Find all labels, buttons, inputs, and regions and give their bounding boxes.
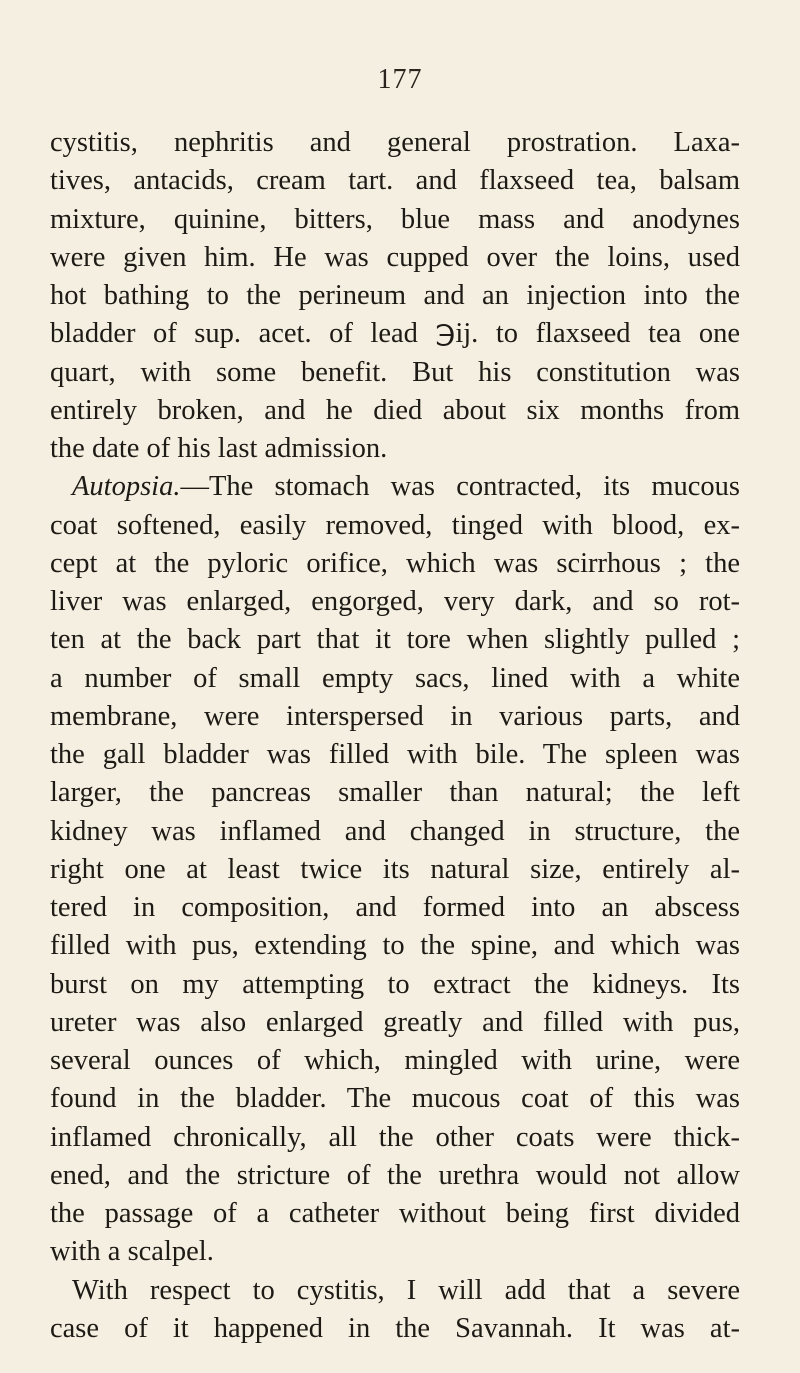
text-line: several ounces of which, mingled with urine, were <box>50 1045 740 1076</box>
text-line: ten at the back part that it tore when slightly pulled ; <box>50 624 740 656</box>
text-line: liver was enlarged, engorged, very dark, and so rot- <box>50 586 740 617</box>
text-line: coat softened, easily removed, tinged with blood, ex- <box>50 509 740 541</box>
text-line: With respect to cystitis, I will add that a severe <box>72 1274 740 1306</box>
text-line: a number of small empty sacs, lined with a white <box>50 662 740 694</box>
autopsia-first-line <box>50 468 740 506</box>
text-line: tered in composition, and formed into an abscess <box>50 892 740 923</box>
text-line: larger, the pancreas smaller than natural; the left <box>50 777 740 809</box>
text-line: with a scalpel. <box>50 1236 214 1268</box>
text-line: hot bathing to the perineum and an injection into the <box>50 280 740 311</box>
text-line: inflamed chronically, all the other coats were thick- <box>50 1121 740 1153</box>
text-line: tives, antacids, cream tart. and flaxseed tea, balsam <box>50 165 740 197</box>
autopsia-label: Autopsia. <box>72 471 181 503</box>
text-line: ened, and the stricture of the urethra would not allow <box>50 1159 740 1191</box>
autopsia-first-text: —The stomach was contracted, its mucous <box>180 471 740 503</box>
body-text <box>50 124 740 1348</box>
text-line: entirely broken, and he died about six months from <box>50 394 740 426</box>
text-line: ureter was also enlarged greatly and filled with pus, <box>50 1006 740 1038</box>
text-line: the passage of a catheter without being first divided <box>50 1198 740 1229</box>
text-line: filled with pus, extending to the spine, and which was <box>50 930 740 962</box>
text-line: bladder of sup. acet. of lead ℈ij. to flaxseed tea one <box>50 318 740 350</box>
text-line: cept at the pyloric orifice, which was scirrhous ; the <box>50 547 740 579</box>
text-line: case of it happened in the Savannah. It was at- <box>50 1312 740 1344</box>
text-line: were given him. He was cupped over the loins, used <box>50 241 740 273</box>
text-line: mixture, quinine, bitters, blue mass and anodynes <box>50 203 740 235</box>
page-number: 177 <box>377 64 423 95</box>
text-line: burst on my attempting to extract the kidneys. Its <box>50 968 740 1000</box>
text-line: the gall bladder was filled with bile. The spleen was <box>50 739 740 770</box>
text-line: found in the bladder. The mucous coat of this was <box>50 1083 740 1115</box>
text-line: quart, with some benefit. But his constitution was <box>50 356 740 388</box>
text-line: the date of his last admission. <box>50 433 388 464</box>
text-line: right one at least twice its natural size, entirely al- <box>50 853 740 885</box>
text-line: cystitis, nephritis and general prostration. Laxa- <box>50 127 740 158</box>
text-line: membrane, were interspersed in various parts, and <box>50 700 740 732</box>
text-line: kidney was inflamed and changed in structure, the <box>50 815 740 847</box>
